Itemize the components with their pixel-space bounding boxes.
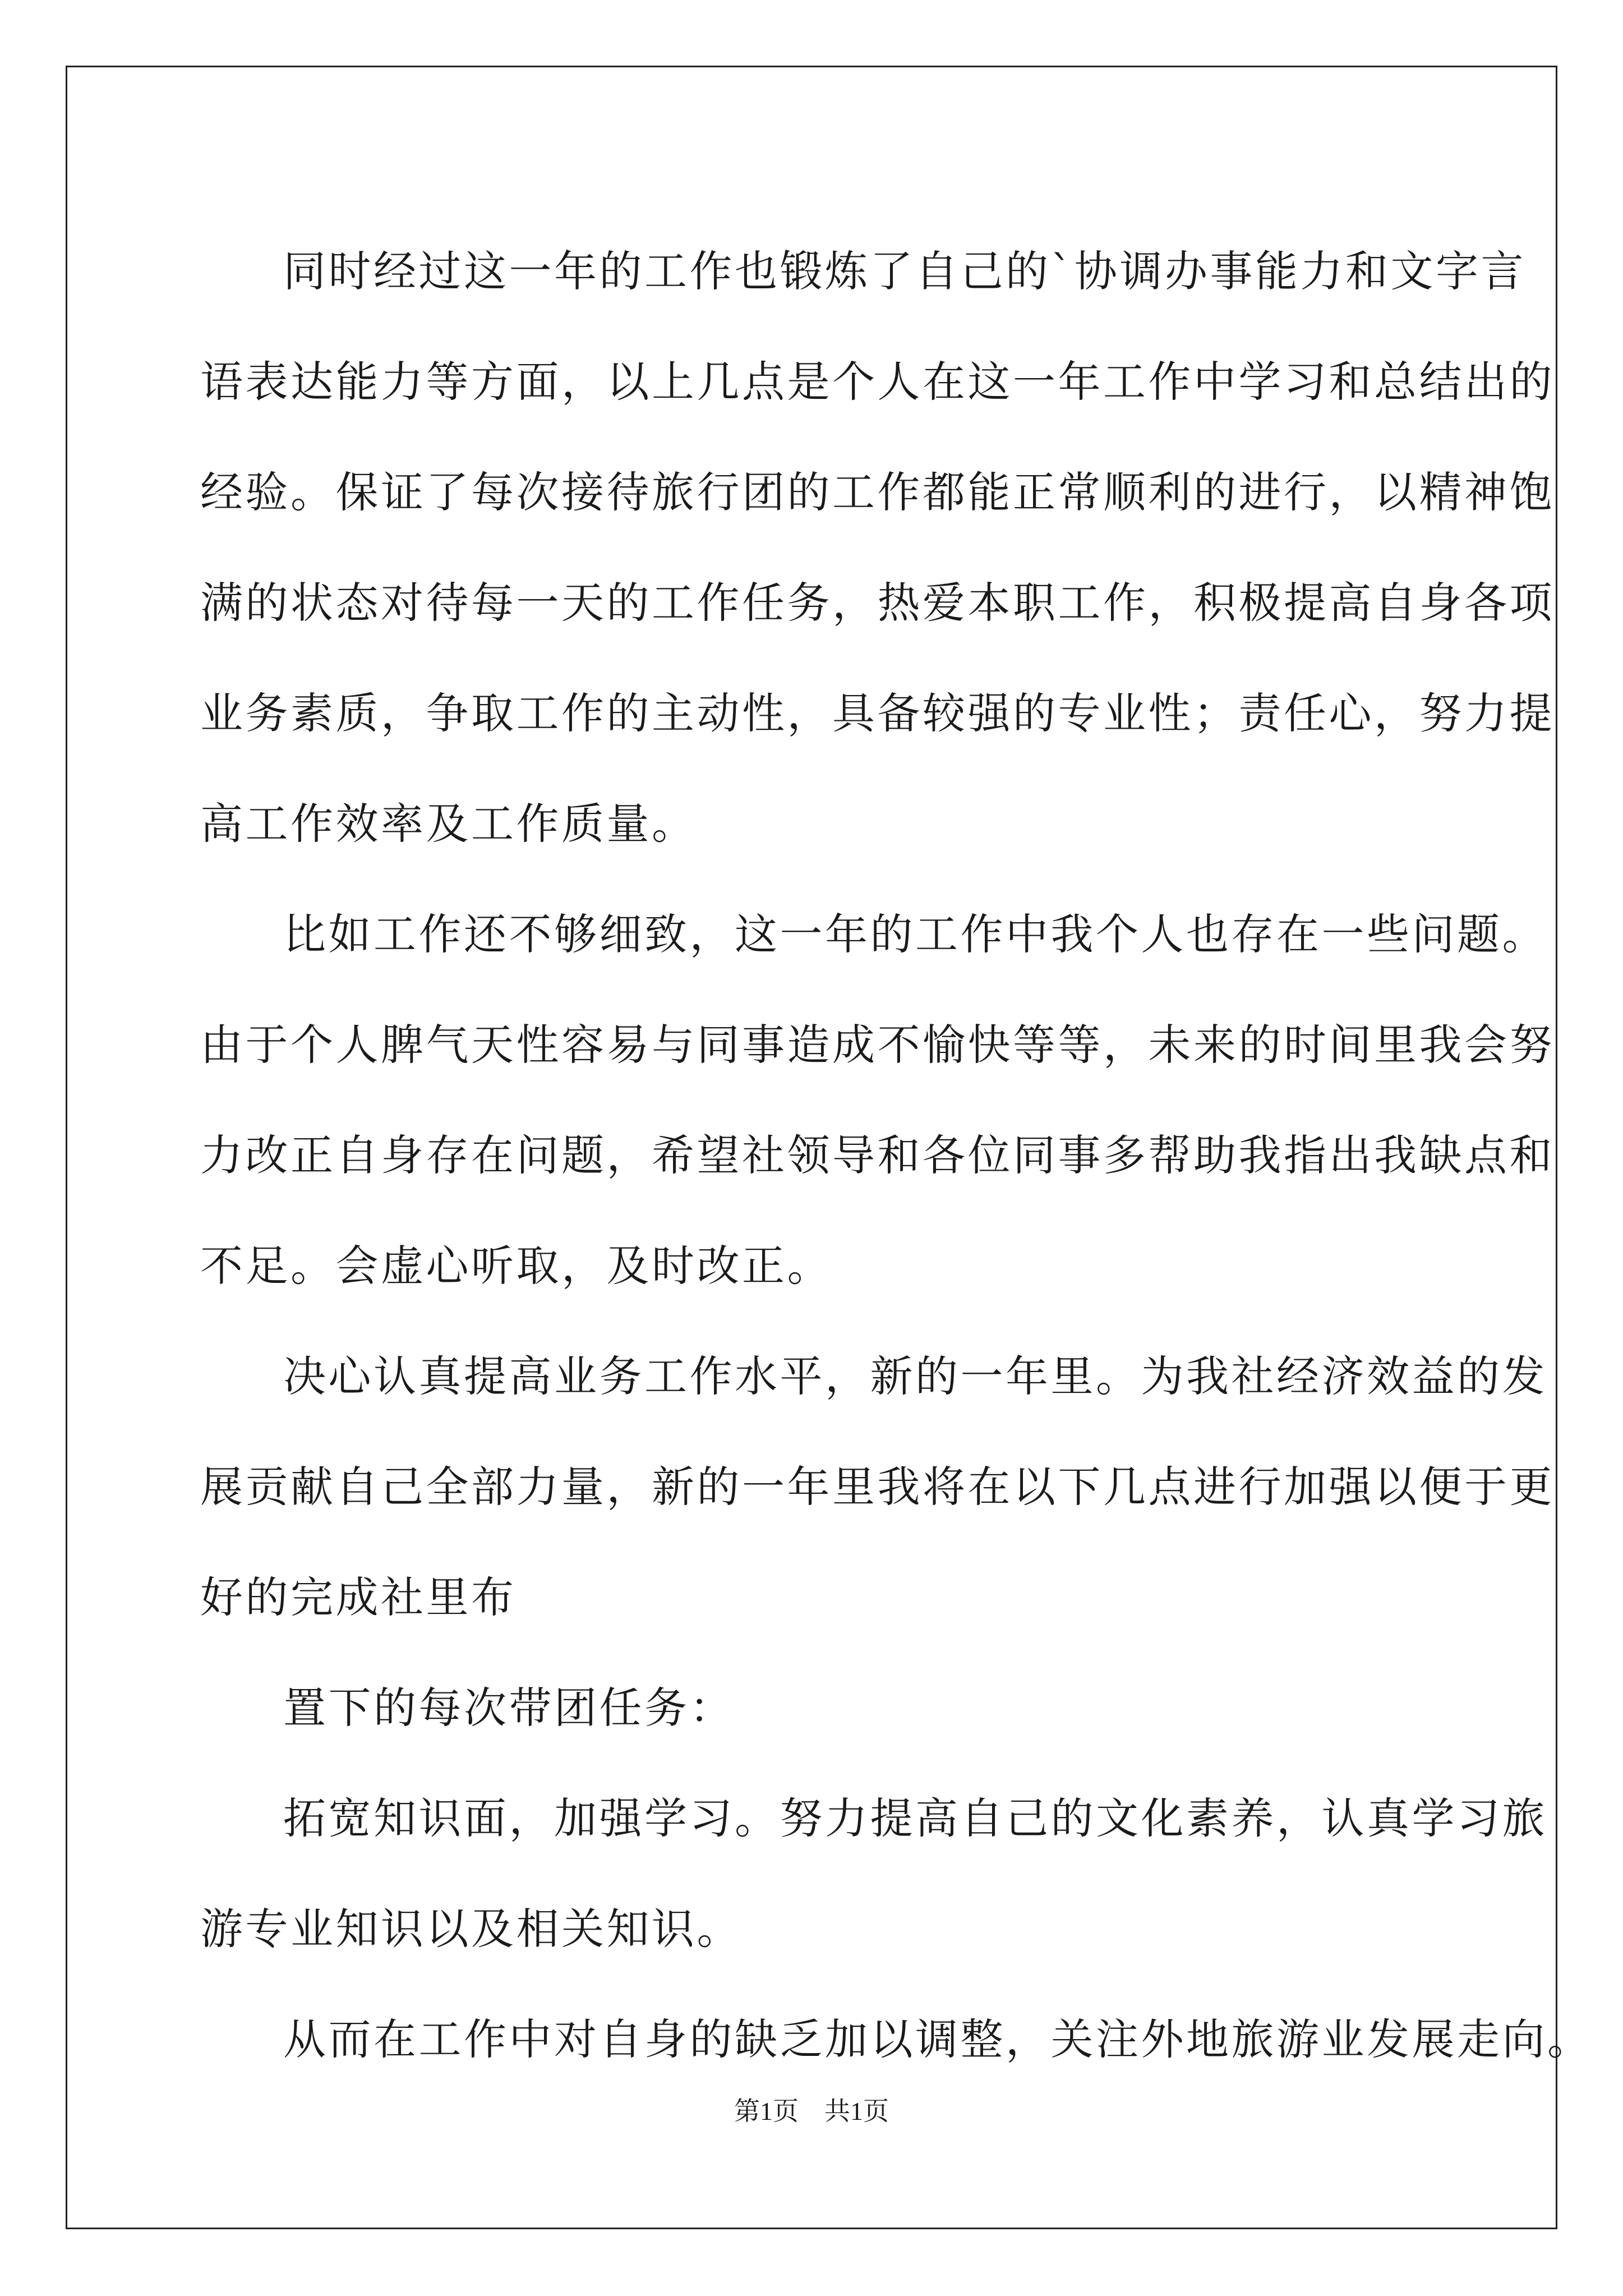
page-number-current: 第1页 bbox=[734, 2097, 799, 2125]
text-line: 经验。保证了每次接待旅行团的工作都能正常顺利的进行，以精神饱 bbox=[200, 467, 1555, 517]
text-line: 决心认真提高业务工作水平，新的一年里。为我社经济效益的发 bbox=[283, 1351, 1547, 1401]
text-line: 同时经过这一年的工作也锻炼了自己的`协调办事能力和文字言 bbox=[283, 246, 1526, 296]
text-line: 游专业知识以及相关知识。 bbox=[200, 1904, 742, 1954]
text-line: 置下的每次带团任务： bbox=[283, 1683, 735, 1733]
page-footer bbox=[0, 2091, 1623, 2128]
text-line: 拓宽知识面，加强学习。努力提高自己的文化素养，认真学习旅 bbox=[283, 1793, 1547, 1843]
text-line: 从而在工作中对自身的缺乏加以调整，关注外地旅游业发展走向。 bbox=[283, 2014, 1593, 2064]
text-line: 高工作效率及工作质量。 bbox=[200, 799, 697, 849]
text-line: 好的完成社里布 bbox=[200, 1572, 517, 1622]
text-line: 语表达能力等方面，以上几点是个人在这一年工作中学习和总结出的 bbox=[200, 357, 1555, 407]
text-line: 展贡献自己全部力量，新的一年里我将在以下几点进行加强以便于更 bbox=[200, 1462, 1555, 1512]
text-line: 业务素质，争取工作的主动性，具备较强的专业性；责任心，努力提 bbox=[200, 688, 1555, 738]
text-line: 满的状态对待每一天的工作任务，热爱本职工作，积极提高自身各项 bbox=[200, 578, 1555, 628]
document-body bbox=[200, 216, 1593, 2095]
text-line: 由于个人脾气天性容易与同事造成不愉快等等，未来的时间里我会努 bbox=[200, 1020, 1555, 1070]
page-number-total: 共1页 bbox=[824, 2097, 889, 2125]
text-line: 不足。会虚心听取，及时改正。 bbox=[200, 1241, 832, 1291]
text-line: 力改正自身存在问题，希望社领导和各位同事多帮助我指出我缺点和 bbox=[200, 1130, 1555, 1180]
text-line: 比如工作还不够细致，这一年的工作中我个人也存在一些问题。 bbox=[283, 909, 1547, 959]
